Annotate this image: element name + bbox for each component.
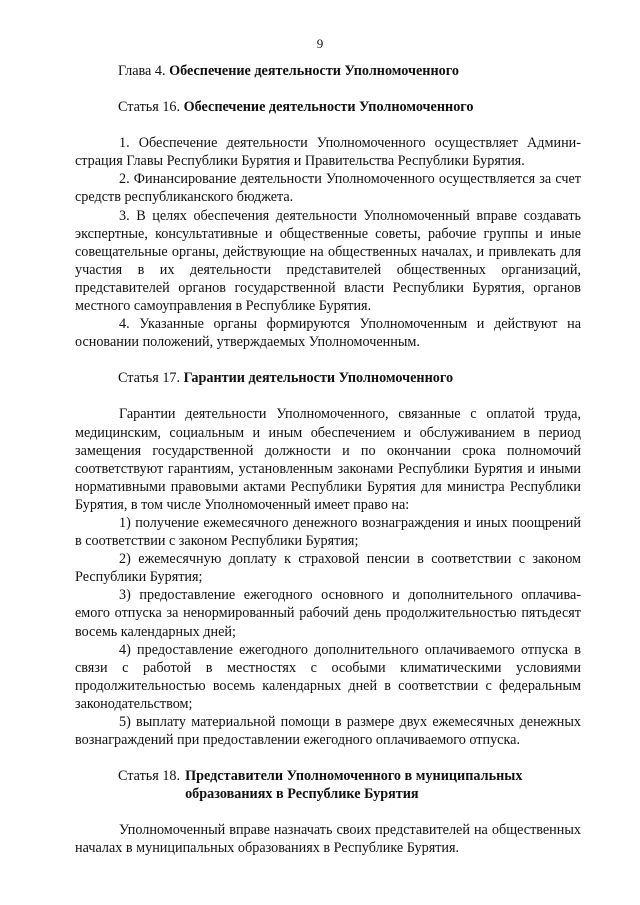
article-18-paragraph: Уполномоченный вправе назначать своих представителей на общественных началах в муниципальных образованиях в Республике Бурятия. — [75, 822, 581, 857]
article-16-paragraph: 3. В целях обеспечения деятельности Уполномоченный вправе создавать экспертные, консультативные и общественные советы, рабочие группы и иные совещательные органы, действующие на общественных началах, и привлекать для участия в их деятельности представителей общественных организаций, представителей органов государственной власти Республики Бурятия, органов местного самоуправления в Республике Бурятия. — [75, 207, 581, 315]
article-16-label: Статья 16. — [118, 99, 181, 116]
article-16-paragraph: 1. Обеспечение деятельности Уполномоченного осуществляет Администрация Главы Республики Бурятия и Правительства Республики Бурятия. — [75, 135, 581, 170]
article-17-list-item: 2) ежемесячную доплату к страховой пенсии в соответствии с законом Республики Бурятия; — [75, 551, 581, 586]
chapter-heading — [75, 62, 581, 80]
article-17-title: Гарантии деятельности Уполномоченного — [183, 370, 454, 387]
article-16-paragraph: 2. Финансирование деятельности Уполномоченного осуществляется за счет средств республиканского бюджета. — [75, 171, 581, 206]
article-16-heading — [75, 98, 581, 116]
chapter-title: Обеспечение деятельности Уполномоченного — [169, 63, 459, 79]
page-number: 9 — [316, 36, 324, 51]
article-17-list-item: 3) предоставление ежегодного основного и дополнительного оплачиваемого отпуска за ненормированный рабочий день продолжительностью пятьдесят восемь календарных дней; — [75, 587, 581, 640]
document-body — [75, 62, 581, 858]
article-16-paragraph: 4. Указанные органы формируются Уполномоченным и действуют на основании положений, утверждаемых Уполномоченным. — [75, 316, 581, 351]
article-17-list-item: 5) выплату материальной помощи в размере двух ежемесячных денежных вознаграждений при предоставлении ежегодного оплачиваемого отпуска. — [75, 714, 581, 749]
article-18-heading — [75, 767, 581, 803]
article-17-label: Статья 17. — [118, 370, 181, 387]
article-16-title: Обеспечение деятельности Уполномоченного — [183, 99, 474, 116]
article-17-paragraph: Гарантии деятельности Уполномоченного, связанные с оплатой труда, медицинским, социальным и иным обеспечением и обслуживанием в период замещения государственной должности и по окончании срока полномочий соответствуют гарантиям, установленным законами Республики Бурятия и иными нормативными правовыми актами Республики Бурятия для министра Республики Бурятия, в том числе Уполномоченный имеет право на: — [75, 406, 581, 513]
article-17-heading — [75, 369, 581, 387]
article-17-list-item: 4) предоставление ежегодного дополнительного оплачиваемого отпуска в связи с работой в местностях с особыми климатическими условиями продолжительностью восемь календарных дней в соответствии с федеральным законодательством; — [75, 641, 581, 712]
article-18-label: Статья 18. — [118, 768, 181, 785]
chapter-label: Глава 4. — [118, 63, 166, 79]
article-17-list-item: 1) получение ежемесячного денежного вознаграждения и иных поощрений в соответствии с законом Республики Бурятия; — [75, 514, 581, 550]
article-18-title: Представители Уполномоченного в муниципальных образованиях в Республике Бурятия — [185, 768, 523, 803]
